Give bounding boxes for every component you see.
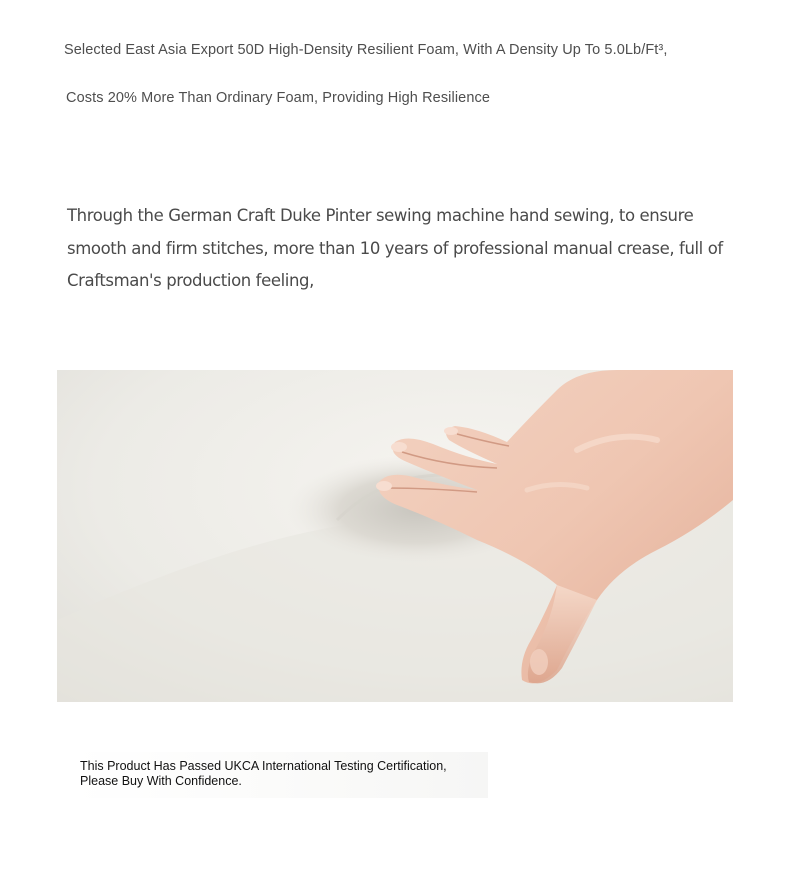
foam-cost-text: Costs 20% More Than Ordinary Foam, Providing High Resilience — [66, 90, 490, 106]
certification-text-line-1: This Product Has Passed UKCA International Testing Certification, — [80, 759, 447, 773]
certification-text-line-2: Please Buy With Confidence. — [80, 774, 242, 788]
craftsmanship-paragraph: Through the German Craft Duke Pinter sewing machine hand sewing, to ensure smooth and firm stitches, more than 10 years of professional manual crease, full of Craftsman's production feeling, — [67, 206, 723, 290]
foam-press-photo — [57, 370, 733, 702]
foam-density-text: Selected East Asia Export 50D High-Density Resilient Foam, With A Density Up To 5.0Lb/Ft³, — [64, 42, 668, 58]
hand-pressing-foam-icon — [57, 370, 733, 702]
